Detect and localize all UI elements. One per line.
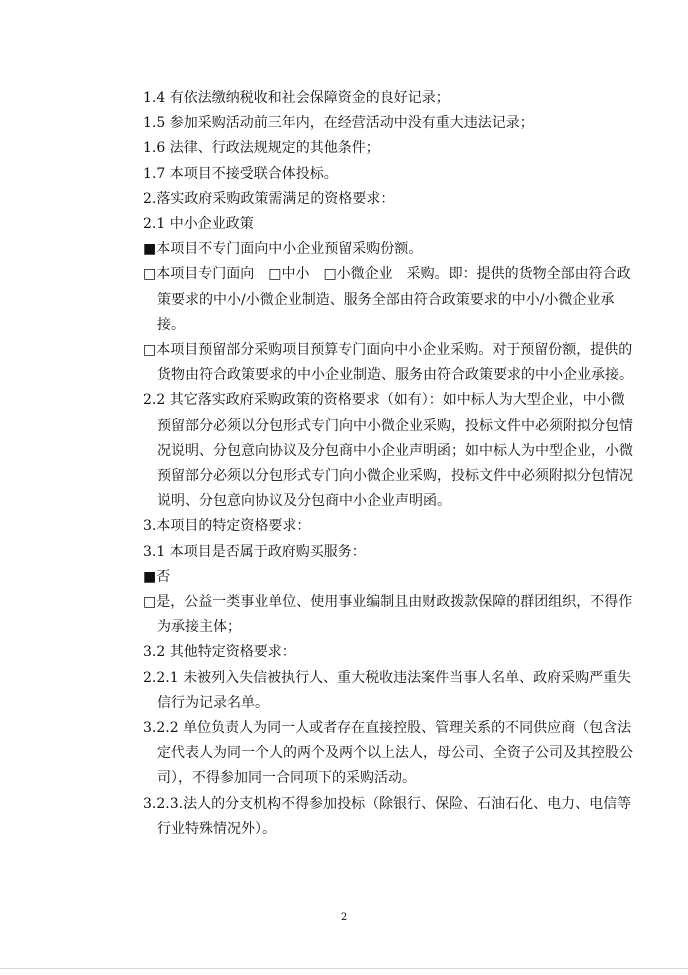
checked-option-not-reserved: ■本项目不专门面向中小企业预留采购份额。 (143, 241, 423, 258)
paragraph-3-1: 3.1 本项目是否属于政府购买服务： (143, 543, 366, 560)
paragraph-2-1: 2.1 中小企业政策 (143, 216, 254, 233)
section-heading-3: 3.本项目的特定资格要求： (143, 518, 311, 535)
unchecked-option-reserved-portion: □本项目预留部分采购项目预算专门面向中小企业采购。对于预留份额，提供的货物由符合政策要求的中小企业制造、服务由符合政策要求的中小企业承接。 (143, 342, 633, 384)
document-body (143, 86, 633, 842)
paragraph-3-2-3: 3.2.3.法人的分支机构不得参加投标（除银行、保险、石油石化、电力、电信等行业特殊情况外）。 (143, 795, 632, 837)
page-bottom-divider (0, 968, 688, 969)
paragraph-3-2-2: 3.2.2 单位负责人为同一人或者存在直接控股、管理关系的不同供应商（包含法定代表人为同一个人的两个及两个以上法人，母公司、全资子公司及其控股公司），不得参加同一合同项下的采购活动。 (143, 720, 633, 787)
unchecked-option-dedicated: □本项目专门面向 □中小 □小微企业 采购。即：提供的货物全部由符合政策要求的中小/小微企业制造、服务全部由符合政策要求的中小/小微企业承接。 (143, 266, 631, 333)
checked-option-no: ■否 (143, 568, 171, 585)
paragraph-1-6: 1.6 法律、行政法规规定的其他条件； (143, 140, 380, 157)
section-heading-2: 2.落实政府采购政策需满足的资格要求： (143, 190, 395, 207)
paragraph-1-7: 1.7 本项目不接受联合体投标。 (143, 165, 338, 182)
paragraph-2-2: 2.2 其它落实政府采购政策的资格要求（如有）：如中标人为大型企业，中小微预留部分必须以分包形式专门向中小微企业采购，投标文件中必须附拟分包情况说明、分包意向协议及分包商中小企业声明函；如中标人为中型企业，小微预留部分必须以分包形式专门向小微企业采购，投标文件中必须附拟分包情况说明、分包意向协议及分包商中小企业声明函。 (143, 392, 633, 510)
paragraph-3-2: 3.2 其他特定资格要求： (143, 644, 296, 661)
paragraph-2-2-1: 2.2.1 未被列入失信被执行人、重大税收违法案件当事人名单、政府采购严重失信行为记录名单。 (143, 669, 632, 711)
paragraph-1-5: 1.5 参加采购活动前三年内，在经营活动中没有重大违法记录； (143, 115, 534, 132)
paragraph-1-4: 1.4 有依法缴纳税收和社会保障资金的良好记录； (143, 90, 450, 106)
unchecked-option-yes: □是，公益一类事业单位、使用事业编制且由财政拨款保障的群团组织，不得作为承接主体； (143, 594, 633, 636)
page-number: 2 (340, 912, 348, 923)
